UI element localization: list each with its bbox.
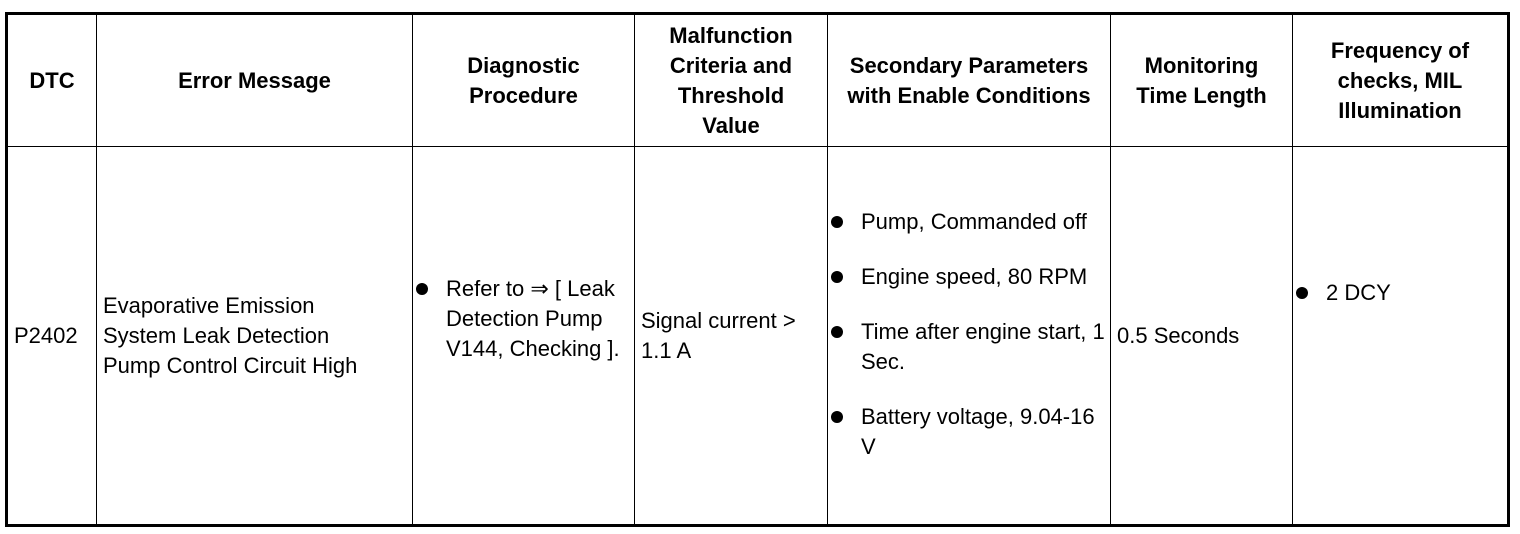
list-item — [828, 207, 1110, 237]
list-item — [828, 402, 1110, 462]
list-item — [828, 262, 1110, 292]
header-frequency-text: Frequency of checks, MIL Illumination — [1330, 37, 1470, 123]
cell-diagnostic-procedure — [413, 147, 635, 526]
parameter-text: Battery voltage, 9.04-16 V — [861, 404, 1095, 459]
table-row — [7, 147, 1509, 526]
bullet-icon — [831, 271, 843, 283]
header-diagnostic-procedure — [413, 14, 635, 147]
procedure-link[interactable]: Refer to ⇒ [ Leak Detection Pump V144, Checking ]. — [446, 275, 620, 361]
error-message-text: Evaporative Emission System Leak Detection Pump Control Circuit High — [103, 292, 358, 378]
header-secondary-parameters — [828, 14, 1111, 147]
cell-secondary-parameters — [828, 147, 1111, 526]
list-item — [413, 274, 634, 364]
cell-error-message — [97, 147, 413, 526]
bullet-icon — [831, 216, 843, 228]
list-item — [1293, 278, 1507, 308]
secondary-parameters-list — [828, 207, 1110, 462]
header-malfunction-criteria — [635, 14, 828, 147]
cell-malfunction-criteria — [635, 147, 828, 526]
parameter-text: Time after engine start, 1 Sec. — [861, 319, 1105, 374]
header-monitoring-time-text: Monitoring Time Length — [1136, 52, 1267, 108]
header-frequency — [1293, 14, 1509, 147]
bullet-icon — [831, 326, 843, 338]
bullet-icon — [416, 283, 428, 295]
parameter-text: Engine speed, 80 RPM — [861, 264, 1088, 289]
bullet-icon — [1296, 287, 1308, 299]
header-diagnostic-procedure-text: Diagnostic Procedure — [467, 52, 580, 108]
monitoring-time-text: 0.5 Seconds — [1117, 322, 1240, 348]
cell-frequency — [1293, 147, 1509, 526]
header-secondary-parameters-text: Secondary Parameters with Enable Conditions — [847, 52, 1091, 108]
header-error-message: Error Message — [97, 14, 413, 147]
cell-dtc — [7, 147, 97, 526]
list-item — [828, 317, 1110, 377]
header-malfunction-criteria-text: Malfunction Criteria and Threshold Value — [669, 22, 793, 138]
frequency-text: 2 DCY — [1326, 279, 1391, 305]
procedure-list — [413, 274, 634, 364]
parameter-text: Pump, Commanded off — [861, 209, 1087, 234]
cell-monitoring-time — [1111, 147, 1293, 526]
dtc-table — [5, 12, 1510, 527]
table-header-row — [7, 14, 1509, 147]
dtc-code: P2402 — [14, 322, 78, 348]
bullet-icon — [831, 411, 843, 423]
malfunction-criteria-text: Signal current > 1.1 A — [641, 307, 796, 363]
header-monitoring-time — [1111, 14, 1293, 147]
header-dtc: DTC — [7, 14, 97, 147]
frequency-list — [1293, 278, 1507, 308]
